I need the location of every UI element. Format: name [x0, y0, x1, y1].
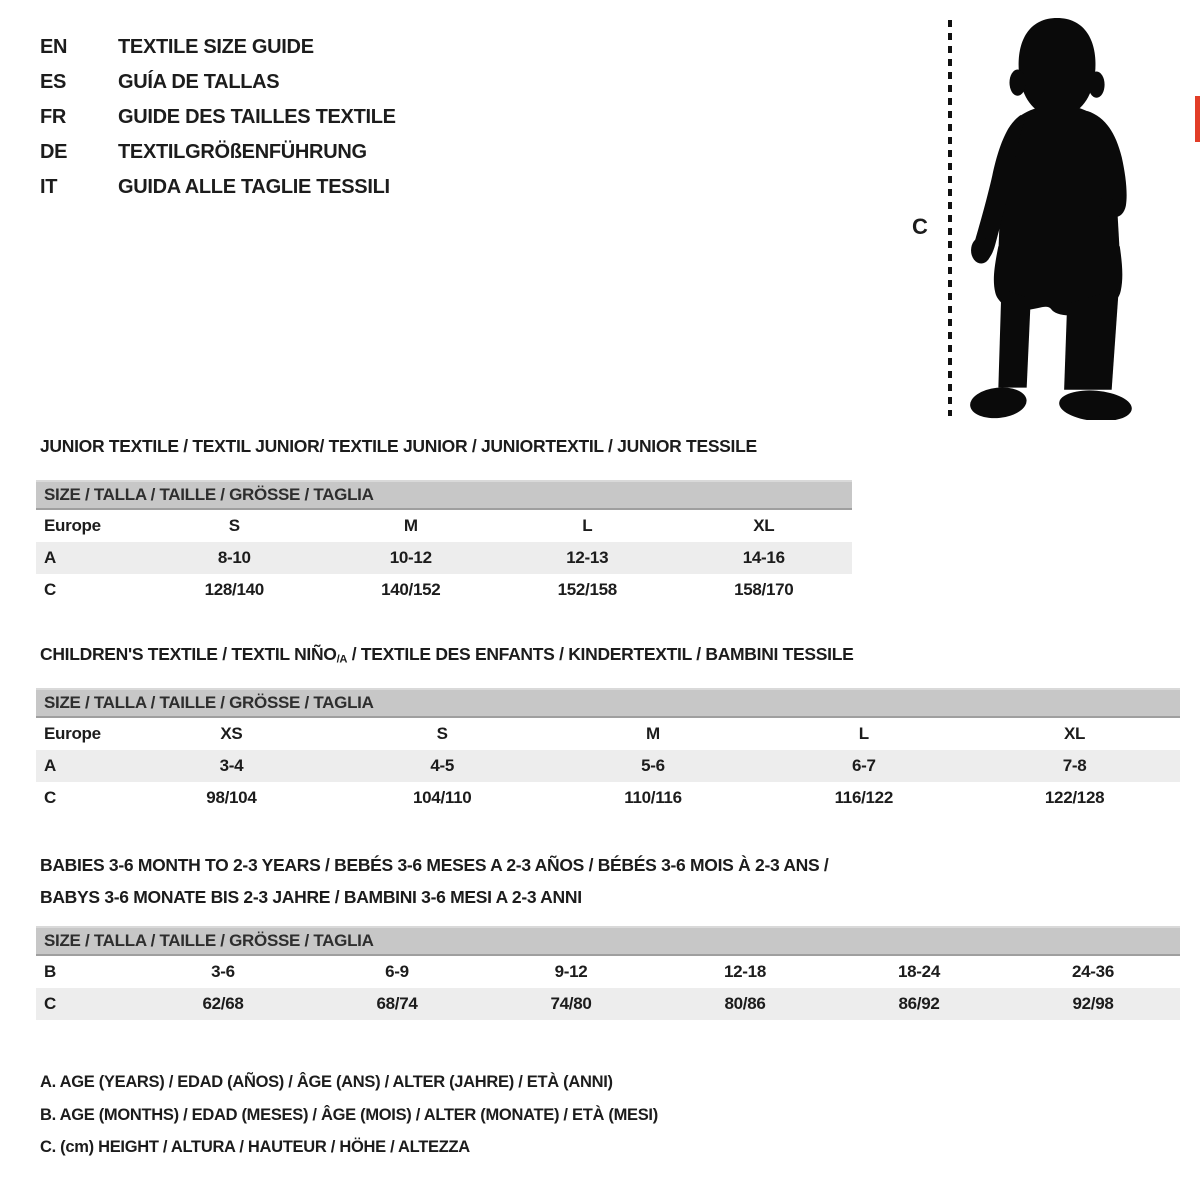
- table-cell: 24-36: [1072, 962, 1114, 981]
- language-code: ES: [40, 71, 67, 93]
- size-header-bar: SIZE / TALLA / TAILLE / GRÖSSE / TAGLIA: [36, 688, 1180, 718]
- table-cell: 152/158: [557, 580, 617, 599]
- table-cell: 6-9: [385, 962, 409, 981]
- babies-title-line1: BABIES 3-6 MONTH TO 2-3 YEARS / BEBÉS 3-6 MESES A 2-3 AÑOS / BÉBÉS 3-6 MOIS À 2-3 ANS /: [40, 855, 829, 875]
- row-label: Europe: [44, 724, 101, 743]
- children-title-text: CHILDREN'S TEXTILE / TEXTIL NIÑO: [40, 644, 337, 664]
- table-row: [36, 574, 852, 606]
- table-cell: 122/128: [1044, 788, 1105, 807]
- babies-size-table: [36, 926, 1180, 1020]
- language-code: IT: [40, 176, 58, 198]
- language-row: [40, 135, 396, 170]
- language-title: TEXTILE SIZE GUIDE: [118, 36, 314, 58]
- table-cell: M: [646, 724, 660, 743]
- row-label: C: [44, 580, 56, 599]
- red-edge-mark: [1195, 96, 1200, 142]
- language-row: [40, 170, 396, 205]
- table-cell: 68/74: [376, 994, 418, 1013]
- table-cell: 80/86: [724, 994, 766, 1013]
- table-cell: 158/170: [734, 580, 794, 599]
- table-cell: L: [858, 724, 869, 743]
- language-code: FR: [40, 106, 67, 128]
- table-cell: 110/116: [624, 788, 682, 807]
- row-label: B: [44, 962, 56, 981]
- babies-section-title: [40, 849, 940, 913]
- table-cell: M: [403, 516, 418, 535]
- table-row: [36, 956, 1180, 988]
- table-cell: 8-10: [217, 548, 251, 567]
- table-cell: 10-12: [389, 548, 432, 567]
- table-cell: 9-12: [554, 962, 588, 981]
- row-label: A: [44, 548, 56, 567]
- table-cell: 62/68: [202, 994, 244, 1013]
- table-row: [36, 718, 1180, 750]
- language-code: DE: [40, 141, 68, 163]
- legend-line: C. (cm) HEIGHT / ALTURA / HAUTEUR / HÖHE / ALTEZZA: [40, 1138, 470, 1156]
- table-row: [36, 750, 1180, 782]
- size-header-bar: SIZE / TALLA / TAILLE / GRÖSSE / TAGLIA: [36, 480, 852, 510]
- row-label: Europe: [44, 516, 101, 535]
- table-cell: 18-24: [898, 962, 940, 981]
- table-cell: 86/92: [898, 994, 940, 1013]
- children-section-title: [40, 644, 854, 669]
- table-cell: 6-7: [851, 756, 876, 775]
- junior-size-table: [36, 480, 852, 606]
- legend-line: A. AGE (YEARS) / EDAD (AÑOS) / ÂGE (ANS) / ALTER (JAHRE) / ETÀ (ANNI): [40, 1073, 613, 1091]
- table-cell: XL: [753, 516, 775, 535]
- legend-line: B. AGE (MONTHS) / EDAD (MESES) / ÂGE (MOIS) / ALTER (MONATE) / ETÀ (MESI): [40, 1105, 658, 1124]
- size-header-bar: SIZE / TALLA / TAILLE / GRÖSSE / TAGLIA: [36, 926, 1180, 956]
- height-measure-label: C: [912, 214, 928, 239]
- table-row: [36, 782, 1180, 814]
- table-cell: 104/110: [412, 788, 472, 807]
- table-cell: 3-6: [211, 962, 235, 981]
- language-header: [40, 30, 396, 205]
- table-cell: 4-5: [430, 756, 455, 775]
- table-cell: 128/140: [204, 580, 264, 599]
- table-cell: 3-4: [219, 756, 244, 775]
- table-cell: S: [436, 724, 448, 743]
- row-label: C: [44, 994, 56, 1013]
- table-cell: 12-13: [566, 548, 609, 567]
- table-cell: 5-6: [641, 756, 665, 775]
- height-measure-line: [946, 18, 954, 418]
- language-title: GUÍA DE TALLAS: [118, 71, 280, 93]
- measurement-legend: [40, 1066, 658, 1164]
- children-title-text: / TEXTILE DES ENFANTS / KINDERTEXTIL / BAMBINI TESSILE: [347, 644, 854, 664]
- table-cell: 140/152: [381, 580, 441, 599]
- table-cell: 12-18: [724, 962, 766, 981]
- language-title: TEXTILGRÖßENFÜHRUNG: [118, 141, 367, 163]
- language-title: GUIDA ALLE TAGLIE TESSILI: [118, 176, 390, 198]
- language-row: [40, 30, 396, 65]
- height-figure: [900, 0, 1200, 430]
- babies-title-line2: BABYS 3-6 MONATE BIS 2-3 JAHRE / BAMBINI 3-6 MESI A 2-3 ANNI: [40, 887, 582, 907]
- toddler-silhouette-icon: [968, 16, 1140, 420]
- children-size-table: [36, 688, 1180, 814]
- row-label: A: [44, 756, 56, 775]
- table-cell: 92/98: [1072, 994, 1114, 1013]
- table-cell: 7-8: [1062, 756, 1087, 775]
- language-code: EN: [40, 36, 68, 58]
- table-cell: 98/104: [206, 788, 257, 807]
- table-row: [36, 542, 852, 574]
- row-label: C: [44, 788, 56, 807]
- table-cell: S: [228, 516, 240, 535]
- language-row: [40, 65, 396, 100]
- table-cell: 74/80: [550, 994, 592, 1013]
- table-cell: 116/122: [834, 788, 893, 807]
- table-cell: XL: [1064, 724, 1086, 743]
- language-title: GUIDE DES TAILLES TEXTILE: [118, 106, 396, 128]
- table-cell: 14-16: [742, 548, 785, 567]
- junior-section-title: JUNIOR TEXTILE / TEXTIL JUNIOR/ TEXTILE JUNIOR / JUNIORTEXTIL / JUNIOR TESSILE: [40, 436, 757, 456]
- table-row: [36, 510, 852, 542]
- table-cell: XS: [220, 724, 243, 743]
- table-row: [36, 988, 1180, 1020]
- table-cell: L: [582, 516, 593, 535]
- language-row: [40, 100, 396, 135]
- children-title-sub: /A: [336, 653, 348, 666]
